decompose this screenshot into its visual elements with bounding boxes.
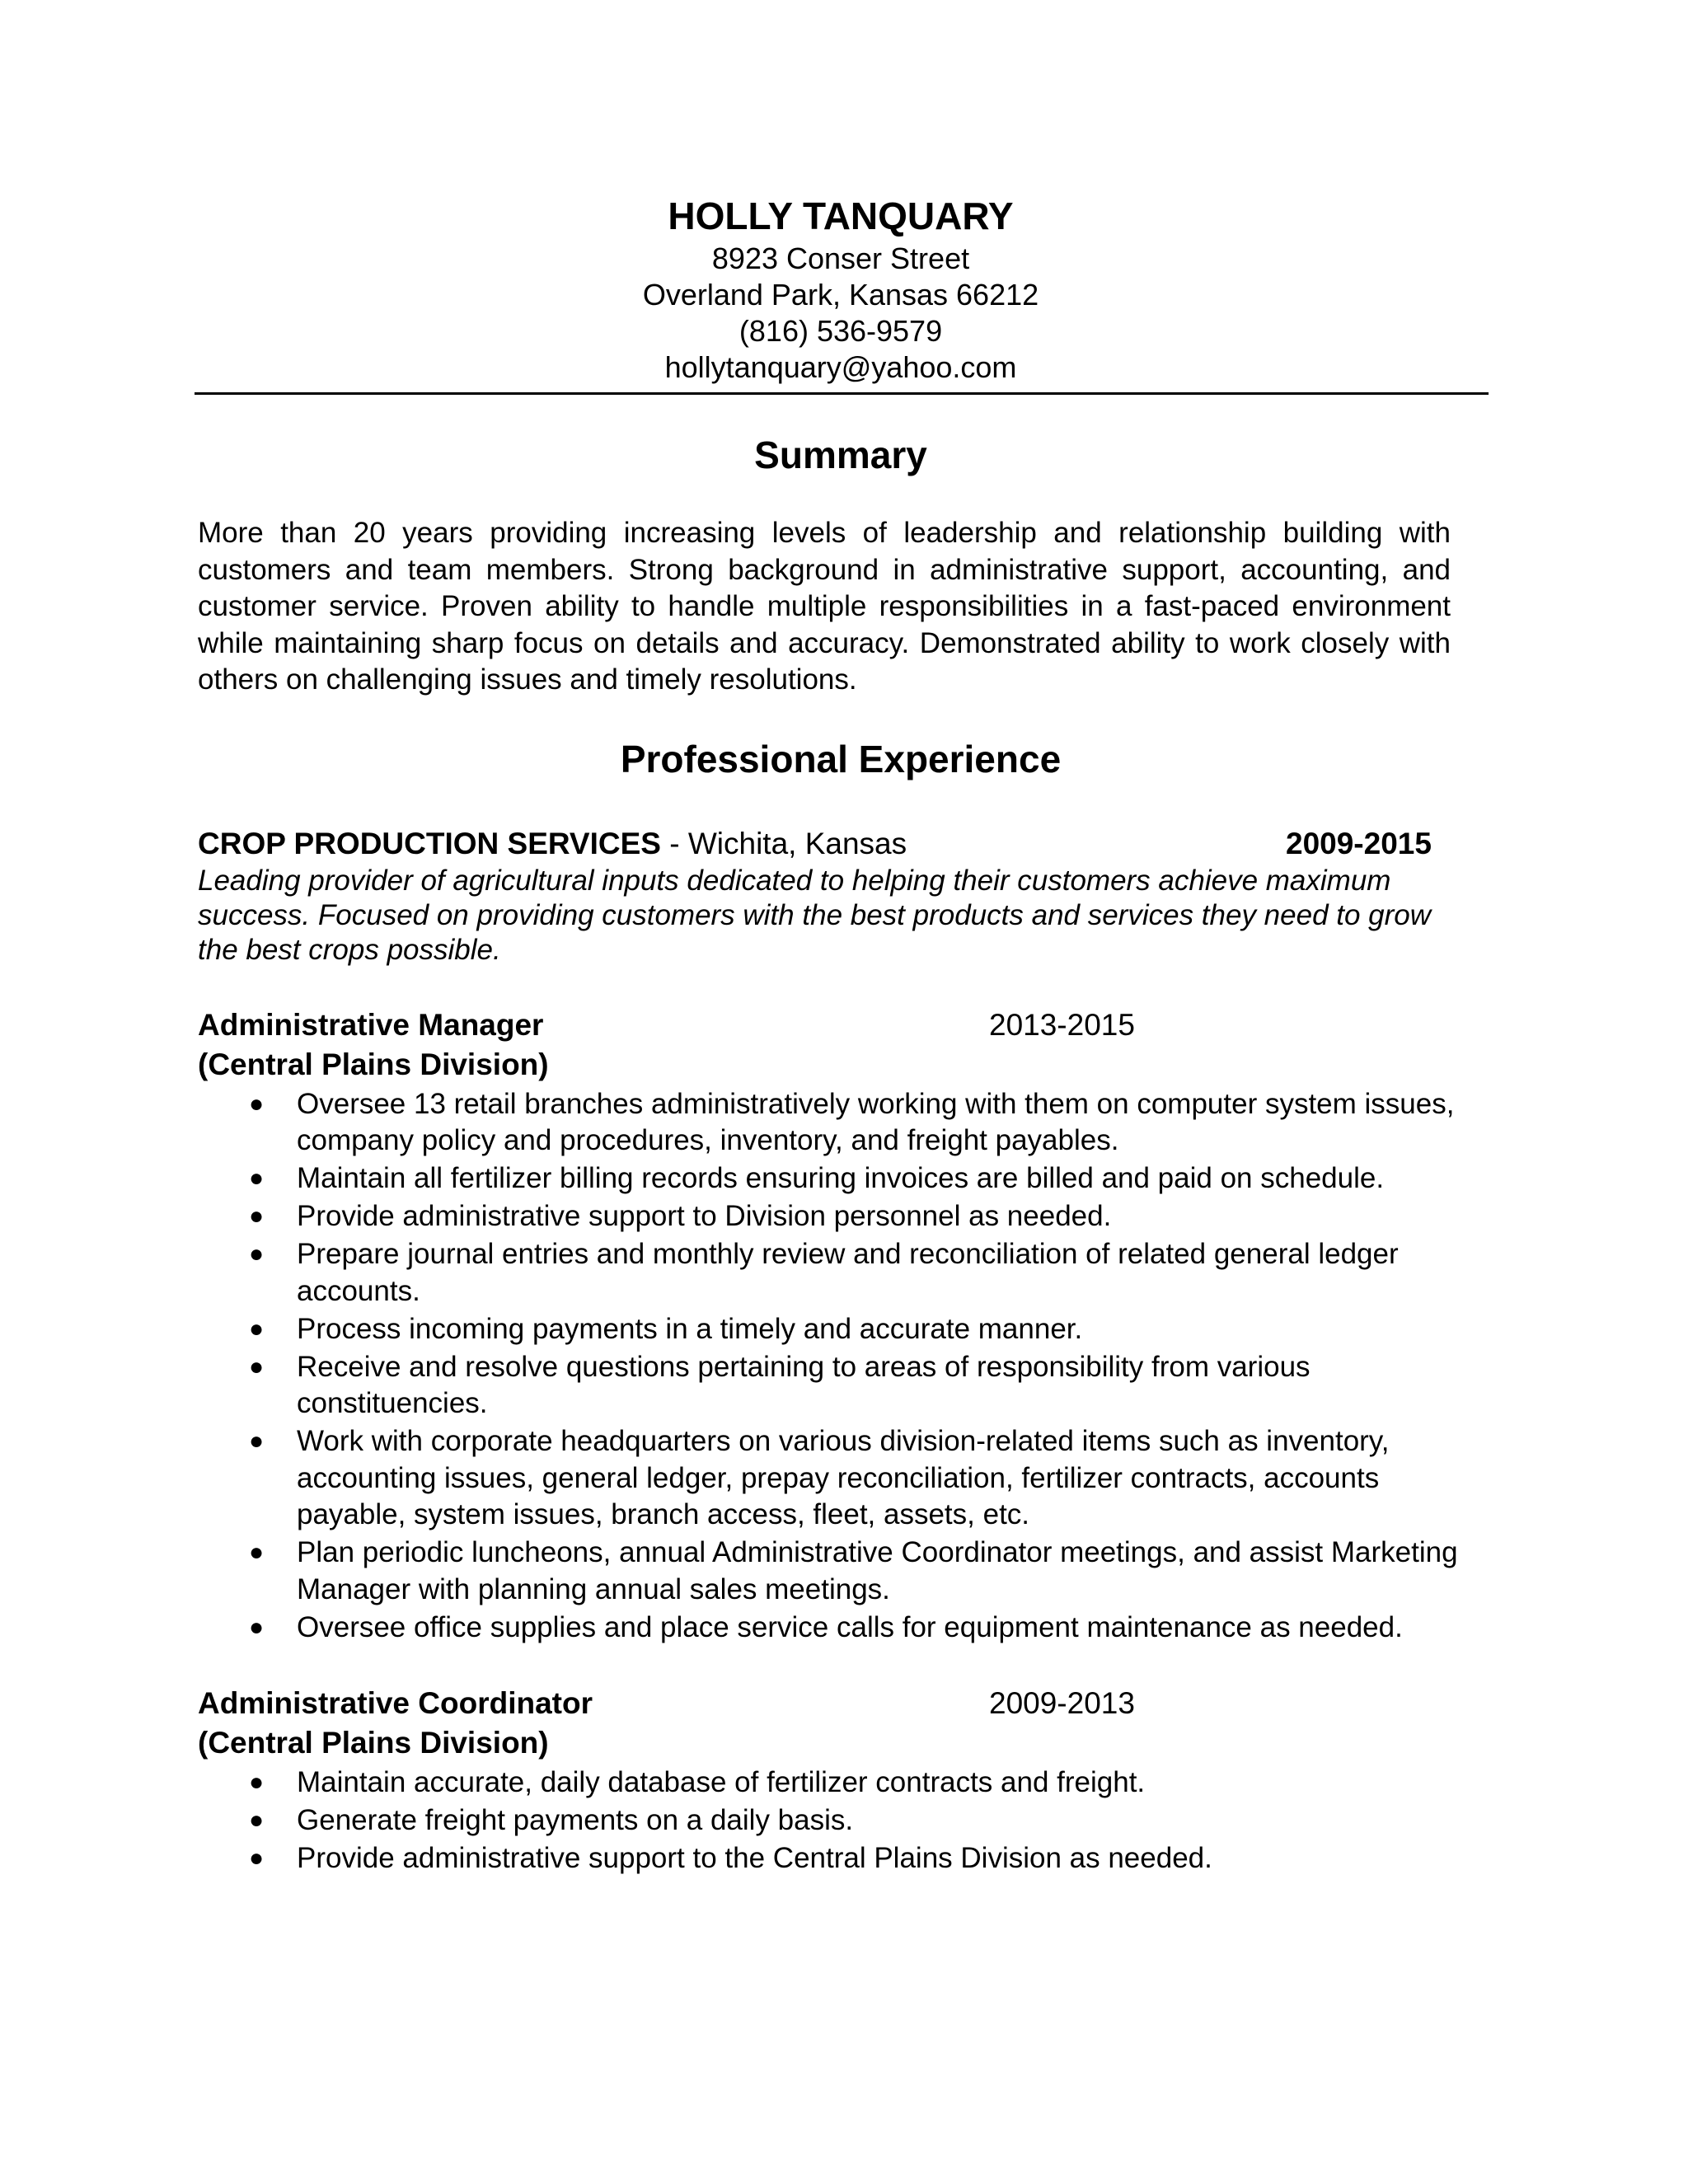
job-title: Administrative Coordinator (198, 1686, 593, 1720)
experience-heading: Professional Experience (620, 737, 1062, 780)
bullet-icon: ● (249, 1427, 265, 1455)
bullet-icon: ● (249, 1202, 265, 1230)
bullet-icon: ● (249, 1807, 265, 1834)
list-item (198, 1236, 1467, 1310)
duty-text: Prepare journal entries and monthly review and reconciliation of related general ledger accounts. (297, 1238, 1399, 1307)
bullet-icon: ● (249, 1769, 265, 1796)
job-dates: 2009-2013 (989, 1686, 1135, 1720)
job-dates: 2013-2015 (989, 1007, 1135, 1042)
duty-text: Process incoming payments in a timely and accurate manner. (297, 1312, 1083, 1345)
company-dates: 2009-2015 (1286, 826, 1432, 860)
duty-text: Oversee office supplies and place service calls for equipment maintenance as needed. (297, 1610, 1403, 1643)
company-row (198, 826, 1484, 862)
list-item (198, 1423, 1467, 1534)
summary-paragraph: More than 20 years providing increasing levels of leadership and relationship building with customers and team members. Strong background in administrative support, accounting, and customer service. Proven ability to handle multiple responsibilities in a fast-paced environment while maintaining sharp focus on details and accuracy. Demonstrated ability to work closely with others on challenging issues and timely resolutions. (198, 517, 1451, 696)
duty-text: Maintain all fertilizer billing records ensuring invoices are billed and paid on schedule. (297, 1162, 1385, 1194)
street-address: 8923 Conser Street (711, 241, 970, 275)
job-title: Administrative Manager (198, 1007, 544, 1042)
list-item (198, 1610, 1467, 1647)
list-item (198, 1802, 1467, 1840)
summary-heading: Summary (754, 434, 927, 476)
bullet-icon: ● (249, 1315, 265, 1343)
duty-text: Provide administrative support to Division personnel as needed. (297, 1200, 1112, 1232)
candidate-name: HOLLY TANQUARY (668, 194, 1014, 237)
job-row (198, 1005, 1484, 1045)
company-description: Leading provider of agricultural inputs dedicated to helping their customers achieve maximum success. Focused on providing customers with the best products and services they need to grow the best crops possible. (198, 864, 1432, 966)
job-duties-list (198, 1765, 1484, 1877)
header-divider (195, 392, 1489, 395)
list-item (198, 1535, 1467, 1608)
bullet-icon: ● (249, 1844, 265, 1872)
email-address: hollytanquary@yahoo.com (664, 350, 1017, 384)
duty-text: Work with corporate headquarters on various division-related items such as inventory, accounting issues, general ledger, prepay reconciliation, fertilizer contracts, accounts payable, system issues, branch access, fleet, assets, etc. (297, 1425, 1390, 1530)
bullet-icon: ● (249, 1090, 265, 1118)
company-location: - Wichita, Kansas (660, 826, 907, 860)
phone-number: (816) 536-9579 (738, 314, 943, 348)
list-item (198, 1198, 1467, 1235)
list-item (198, 1840, 1467, 1877)
list-item (198, 1765, 1467, 1802)
company-name: CROP PRODUCTION SERVICES (198, 826, 661, 860)
list-item (198, 1086, 1467, 1160)
city-state-zip: Overland Park, Kansas 66212 (642, 278, 1039, 312)
duty-text: Plan periodic luncheons, annual Administrative Coordinator meetings, and assist Marketing Manager with planning annual sales meetings. (297, 1536, 1458, 1605)
contact-header (198, 191, 1484, 386)
duty-text: Provide administrative support to the Central Plains Division as needed. (297, 1842, 1212, 1874)
duty-text: Oversee 13 retail branches administratively working with them on computer system issues, company policy and procedures, inventory, and freight payables. (297, 1087, 1455, 1156)
job-division: (Central Plains Division) (198, 1047, 549, 1081)
bullet-icon: ● (249, 1539, 265, 1566)
bullet-icon: ● (249, 1165, 265, 1192)
job-row (198, 1684, 1484, 1723)
job-division: (Central Plains Division) (198, 1726, 549, 1760)
resume-page (198, 191, 1484, 1878)
bullet-icon: ● (249, 1240, 265, 1268)
duty-text: Generate freight payments on a daily basis. (297, 1804, 854, 1836)
list-item (198, 1160, 1467, 1197)
bullet-icon: ● (249, 1352, 265, 1380)
list-item (198, 1311, 1467, 1348)
bullet-icon: ● (249, 1613, 265, 1641)
duty-text: Maintain accurate, daily database of fertilizer contracts and freight. (297, 1766, 1146, 1798)
job-duties-list (198, 1086, 1484, 1647)
duty-text: Receive and resolve questions pertaining to areas of responsibility from various constituencies. (297, 1350, 1311, 1419)
list-item (198, 1349, 1467, 1422)
